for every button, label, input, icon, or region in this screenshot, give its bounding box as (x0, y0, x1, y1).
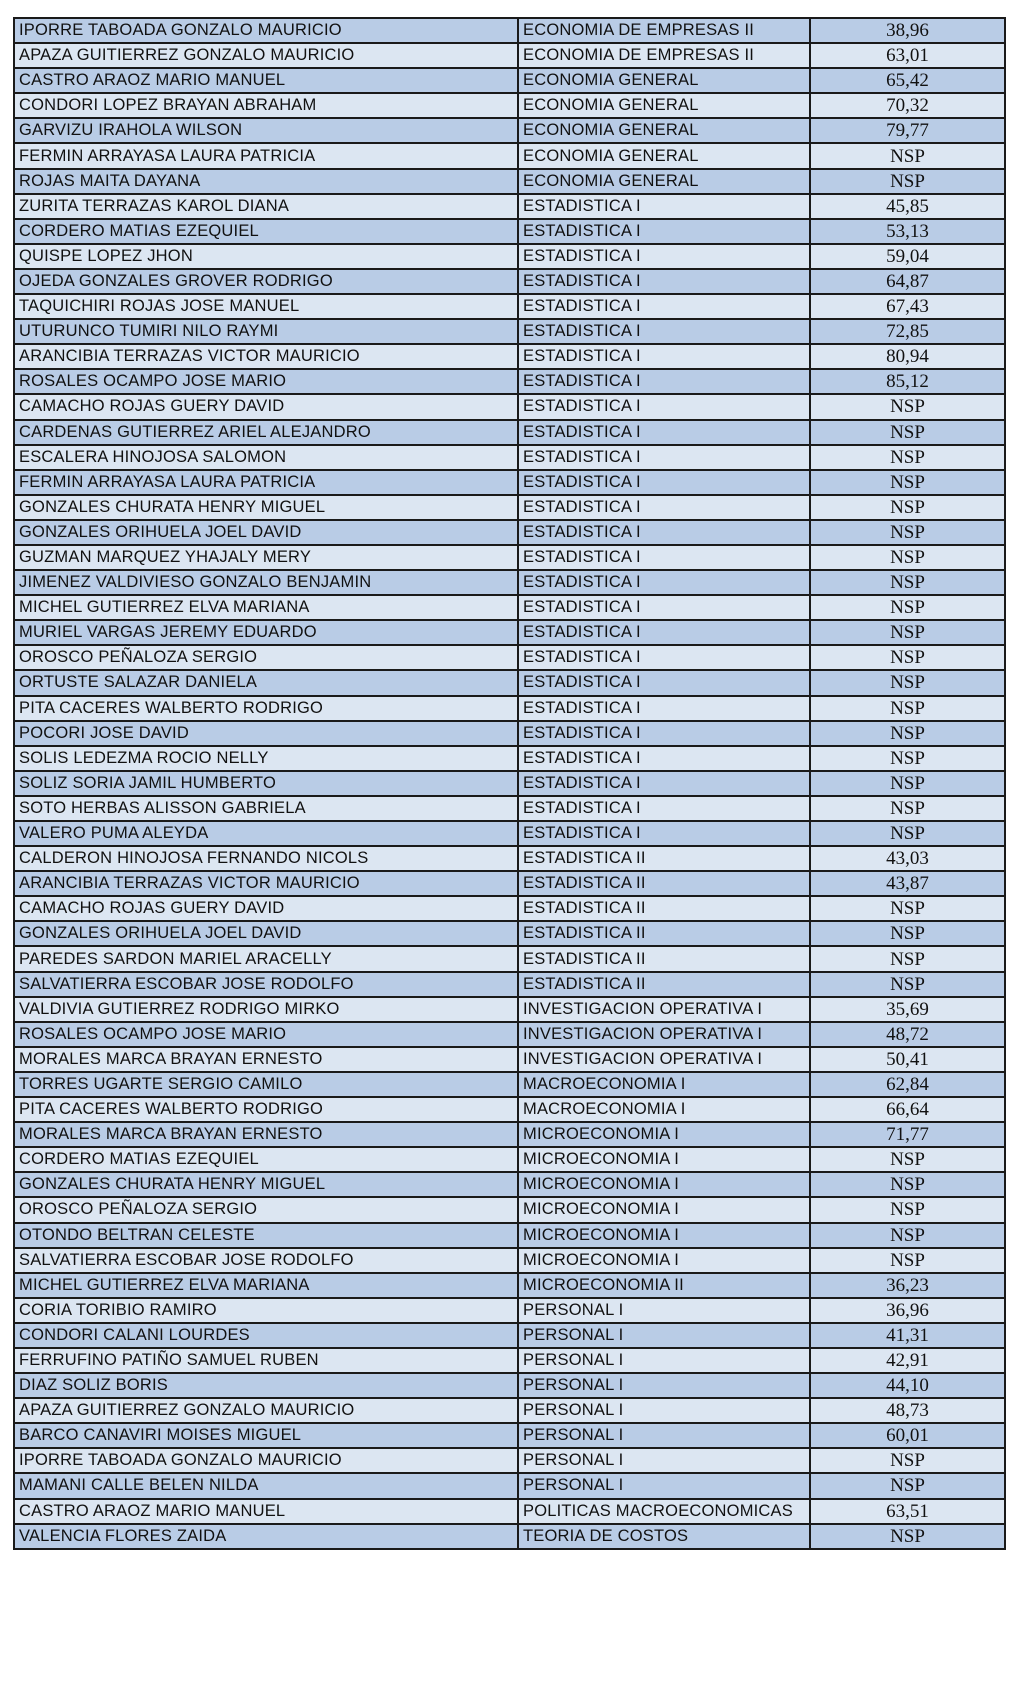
subject-cell: ESTADISTICA I (518, 420, 810, 445)
score-cell: 65,42 (810, 68, 1005, 93)
table-row (14, 319, 1005, 344)
subject-cell: ESTADISTICA I (518, 445, 810, 470)
table-row (14, 1348, 1005, 1373)
score-cell: NSP (810, 620, 1005, 645)
score-cell: NSP (810, 1197, 1005, 1222)
table-row (14, 1448, 1005, 1473)
table-row (14, 169, 1005, 194)
score-cell: NSP (810, 520, 1005, 545)
student-name-cell: PITA CACERES WALBERTO RODRIGO (14, 696, 518, 721)
table-row (14, 846, 1005, 871)
score-cell: 60,01 (810, 1423, 1005, 1448)
student-name-cell: MICHEL GUTIERREZ ELVA MARIANA (14, 1273, 518, 1298)
subject-cell: INVESTIGACION OPERATIVA I (518, 1047, 810, 1072)
student-name-cell: ROJAS MAITA DAYANA (14, 169, 518, 194)
student-name-cell: GONZALES ORIHUELA JOEL DAVID (14, 921, 518, 946)
subject-cell: PERSONAL I (518, 1298, 810, 1323)
score-cell: 44,10 (810, 1373, 1005, 1398)
score-cell: 48,73 (810, 1398, 1005, 1423)
subject-cell: ESTADISTICA I (518, 294, 810, 319)
table-row (14, 143, 1005, 168)
score-cell: NSP (810, 771, 1005, 796)
subject-cell: ESTADISTICA I (518, 545, 810, 570)
student-name-cell: GONZALES CHURATA HENRY MIGUEL (14, 495, 518, 520)
subject-cell: ECONOMIA GENERAL (518, 93, 810, 118)
table-row (14, 1248, 1005, 1273)
score-cell: NSP (810, 1473, 1005, 1498)
table-row (14, 1172, 1005, 1197)
student-name-cell: CALDERON HINOJOSA FERNANDO NICOLS (14, 846, 518, 871)
student-name-cell: CORDERO MATIAS EZEQUIEL (14, 219, 518, 244)
table-row (14, 43, 1005, 68)
score-cell: 43,03 (810, 846, 1005, 871)
subject-cell: ESTADISTICA I (518, 394, 810, 419)
table-row (14, 972, 1005, 997)
score-cell: 48,72 (810, 1022, 1005, 1047)
table-row (14, 344, 1005, 369)
score-cell: NSP (810, 946, 1005, 971)
student-name-cell: ZURITA TERRAZAS KAROL DIANA (14, 194, 518, 219)
score-cell: NSP (810, 796, 1005, 821)
score-cell: 38,96 (810, 18, 1005, 43)
subject-cell: PERSONAL I (518, 1373, 810, 1398)
student-name-cell: MAMANI CALLE BELEN NILDA (14, 1473, 518, 1498)
table-row (14, 1147, 1005, 1172)
table-row (14, 1273, 1005, 1298)
subject-cell: ESTADISTICA II (518, 946, 810, 971)
student-name-cell: VALERO PUMA ALEYDA (14, 821, 518, 846)
table-row (14, 1473, 1005, 1498)
table-row (14, 18, 1005, 43)
student-name-cell: CASTRO ARAOZ MARIO MANUEL (14, 1499, 518, 1524)
subject-cell: ESTADISTICA I (518, 670, 810, 695)
score-cell: NSP (810, 169, 1005, 194)
student-name-cell: OJEDA GONZALES GROVER RODRIGO (14, 269, 518, 294)
score-cell: NSP (810, 420, 1005, 445)
score-cell: NSP (810, 1524, 1005, 1549)
student-name-cell: MORALES MARCA BRAYAN ERNESTO (14, 1047, 518, 1072)
score-cell: 36,96 (810, 1298, 1005, 1323)
score-cell: 45,85 (810, 194, 1005, 219)
student-name-cell: IPORRE TABOADA GONZALO MAURICIO (14, 1448, 518, 1473)
student-name-cell: OROSCO PEÑALOZA SERGIO (14, 645, 518, 670)
score-cell: 59,04 (810, 244, 1005, 269)
table-row (14, 1398, 1005, 1423)
student-name-cell: CONDORI LOPEZ BRAYAN ABRAHAM (14, 93, 518, 118)
table-row (14, 1373, 1005, 1398)
student-name-cell: CORDERO MATIAS EZEQUIEL (14, 1147, 518, 1172)
subject-cell: ESTADISTICA II (518, 972, 810, 997)
table-row (14, 495, 1005, 520)
subject-cell: ECONOMIA DE EMPRESAS II (518, 43, 810, 68)
student-name-cell: FERMIN ARRAYASA LAURA PATRICIA (14, 143, 518, 168)
table-row (14, 1122, 1005, 1147)
table-row (14, 871, 1005, 896)
table-row (14, 570, 1005, 595)
student-name-cell: CONDORI CALANI LOURDES (14, 1323, 518, 1348)
score-cell: NSP (810, 746, 1005, 771)
table-row (14, 946, 1005, 971)
subject-cell: PERSONAL I (518, 1398, 810, 1423)
student-name-cell: APAZA GUITIERREZ GONZALO MAURICIO (14, 43, 518, 68)
subject-cell: MICROECONOMIA I (518, 1122, 810, 1147)
student-name-cell: GARVIZU IRAHOLA WILSON (14, 118, 518, 143)
table-row (14, 620, 1005, 645)
subject-cell: ESTADISTICA I (518, 620, 810, 645)
score-cell: NSP (810, 1248, 1005, 1273)
student-name-cell: FERMIN ARRAYASA LAURA PATRICIA (14, 470, 518, 495)
score-cell: 70,32 (810, 93, 1005, 118)
subject-cell: MICROECONOMIA I (518, 1223, 810, 1248)
student-name-cell: MICHEL GUTIERREZ ELVA MARIANA (14, 595, 518, 620)
subject-cell: ESTADISTICA I (518, 369, 810, 394)
student-name-cell: GUZMAN MARQUEZ YHAJALY MERY (14, 545, 518, 570)
score-cell: NSP (810, 545, 1005, 570)
student-name-cell: ARANCIBIA TERRAZAS VICTOR MAURICIO (14, 344, 518, 369)
subject-cell: MACROECONOMIA I (518, 1072, 810, 1097)
subject-cell: ESTADISTICA II (518, 871, 810, 896)
score-cell: NSP (810, 921, 1005, 946)
subject-cell: MICROECONOMIA I (518, 1197, 810, 1222)
score-cell: 67,43 (810, 294, 1005, 319)
table-row (14, 921, 1005, 946)
student-name-cell: OTONDO BELTRAN CELESTE (14, 1223, 518, 1248)
table-row (14, 746, 1005, 771)
subject-cell: ESTADISTICA I (518, 595, 810, 620)
student-name-cell: UTURUNCO TUMIRI NILO RAYMI (14, 319, 518, 344)
score-cell: 71,77 (810, 1122, 1005, 1147)
table-row (14, 369, 1005, 394)
table-row (14, 445, 1005, 470)
subject-cell: ESTADISTICA I (518, 746, 810, 771)
subject-cell: ESTADISTICA I (518, 645, 810, 670)
student-name-cell: VALDIVIA GUTIERREZ RODRIGO MIRKO (14, 997, 518, 1022)
table-row (14, 420, 1005, 445)
subject-cell: ECONOMIA GENERAL (518, 118, 810, 143)
table-row (14, 470, 1005, 495)
student-name-cell: TORRES UGARTE SERGIO CAMILO (14, 1072, 518, 1097)
table-row (14, 93, 1005, 118)
table-row (14, 1423, 1005, 1448)
score-cell: 53,13 (810, 219, 1005, 244)
table-row (14, 269, 1005, 294)
score-cell: 80,94 (810, 344, 1005, 369)
score-cell: 72,85 (810, 319, 1005, 344)
score-cell: 64,87 (810, 269, 1005, 294)
subject-cell: ESTADISTICA I (518, 696, 810, 721)
score-cell: NSP (810, 595, 1005, 620)
table-row (14, 394, 1005, 419)
table-row (14, 194, 1005, 219)
score-cell: 43,87 (810, 871, 1005, 896)
score-cell: NSP (810, 645, 1005, 670)
student-name-cell: BARCO CANAVIRI MOISES MIGUEL (14, 1423, 518, 1448)
student-name-cell: SALVATIERRA ESCOBAR JOSE RODOLFO (14, 1248, 518, 1273)
subject-cell: PERSONAL I (518, 1473, 810, 1498)
student-name-cell: POCORI JOSE DAVID (14, 721, 518, 746)
subject-cell: ESTADISTICA I (518, 771, 810, 796)
subject-cell: MICROECONOMIA I (518, 1147, 810, 1172)
subject-cell: ESTADISTICA I (518, 194, 810, 219)
subject-cell: ESTADISTICA I (518, 721, 810, 746)
table-row (14, 1524, 1005, 1549)
score-cell: 42,91 (810, 1348, 1005, 1373)
student-name-cell: SOTO HERBAS ALISSON GABRIELA (14, 796, 518, 821)
table-row (14, 294, 1005, 319)
subject-cell: MICROECONOMIA I (518, 1248, 810, 1273)
table-row (14, 520, 1005, 545)
subject-cell: ECONOMIA DE EMPRESAS II (518, 18, 810, 43)
subject-cell: ECONOMIA GENERAL (518, 143, 810, 168)
subject-cell: ECONOMIA GENERAL (518, 68, 810, 93)
subject-cell: ESTADISTICA II (518, 896, 810, 921)
subject-cell: PERSONAL I (518, 1448, 810, 1473)
table-row (14, 896, 1005, 921)
score-cell: 50,41 (810, 1047, 1005, 1072)
score-cell: NSP (810, 821, 1005, 846)
table-row (14, 1223, 1005, 1248)
student-name-cell: ORTUSTE SALAZAR DANIELA (14, 670, 518, 695)
grades-table-body (14, 18, 1005, 1549)
subject-cell: POLITICAS MACROECONOMICAS (518, 1499, 810, 1524)
score-cell: 41,31 (810, 1323, 1005, 1348)
score-cell: NSP (810, 470, 1005, 495)
subject-cell: ESTADISTICA I (518, 219, 810, 244)
score-cell: 36,23 (810, 1273, 1005, 1298)
table-row (14, 1197, 1005, 1222)
table-row (14, 670, 1005, 695)
table-row (14, 771, 1005, 796)
score-cell: NSP (810, 972, 1005, 997)
subject-cell: ESTADISTICA I (518, 796, 810, 821)
student-name-cell: CAMACHO ROJAS GUERY DAVID (14, 896, 518, 921)
score-cell: NSP (810, 394, 1005, 419)
subject-cell: ESTADISTICA II (518, 921, 810, 946)
table-row (14, 68, 1005, 93)
student-name-cell: ESCALERA HINOJOSA SALOMON (14, 445, 518, 470)
score-cell: NSP (810, 696, 1005, 721)
student-name-cell: CAMACHO ROJAS GUERY DAVID (14, 394, 518, 419)
table-row (14, 1022, 1005, 1047)
subject-cell: ESTADISTICA I (518, 570, 810, 595)
student-name-cell: APAZA GUITIERREZ GONZALO MAURICIO (14, 1398, 518, 1423)
score-cell: NSP (810, 721, 1005, 746)
subject-cell: ESTADISTICA I (518, 821, 810, 846)
subject-cell: ESTADISTICA I (518, 269, 810, 294)
subject-cell: ESTADISTICA I (518, 344, 810, 369)
table-row (14, 821, 1005, 846)
student-name-cell: ROSALES OCAMPO JOSE MARIO (14, 369, 518, 394)
score-cell: NSP (810, 445, 1005, 470)
table-row (14, 796, 1005, 821)
table-row (14, 721, 1005, 746)
subject-cell: PERSONAL I (518, 1323, 810, 1348)
subject-cell: ESTADISTICA I (518, 495, 810, 520)
student-name-cell: GONZALES CHURATA HENRY MIGUEL (14, 1172, 518, 1197)
subject-cell: ECONOMIA GENERAL (518, 169, 810, 194)
score-cell: NSP (810, 143, 1005, 168)
table-row (14, 1047, 1005, 1072)
student-name-cell: DIAZ SOLIZ BORIS (14, 1373, 518, 1398)
subject-cell: ESTADISTICA I (518, 319, 810, 344)
student-name-cell: SOLIZ SORIA JAMIL HUMBERTO (14, 771, 518, 796)
subject-cell: ESTADISTICA I (518, 244, 810, 269)
subject-cell: PERSONAL I (518, 1348, 810, 1373)
student-name-cell: PITA CACERES WALBERTO RODRIGO (14, 1097, 518, 1122)
student-name-cell: GONZALES ORIHUELA JOEL DAVID (14, 520, 518, 545)
subject-cell: ESTADISTICA I (518, 470, 810, 495)
student-name-cell: CORIA TORIBIO RAMIRO (14, 1298, 518, 1323)
student-name-cell: SALVATIERRA ESCOBAR JOSE RODOLFO (14, 972, 518, 997)
score-cell: NSP (810, 670, 1005, 695)
grades-table (13, 17, 1006, 1550)
subject-cell: MICROECONOMIA I (518, 1172, 810, 1197)
table-row (14, 219, 1005, 244)
student-name-cell: ARANCIBIA TERRAZAS VICTOR MAURICIO (14, 871, 518, 896)
student-name-cell: IPORRE TABOADA GONZALO MAURICIO (14, 18, 518, 43)
table-row (14, 997, 1005, 1022)
table-row (14, 645, 1005, 670)
score-cell: NSP (810, 570, 1005, 595)
student-name-cell: JIMENEZ VALDIVIESO GONZALO BENJAMIN (14, 570, 518, 595)
student-name-cell: QUISPE LOPEZ JHON (14, 244, 518, 269)
table-row (14, 1097, 1005, 1122)
table-row (14, 545, 1005, 570)
score-cell: 35,69 (810, 997, 1005, 1022)
score-cell: NSP (810, 896, 1005, 921)
student-name-cell: OROSCO PEÑALOZA SERGIO (14, 1197, 518, 1222)
table-row (14, 1072, 1005, 1097)
subject-cell: MACROECONOMIA I (518, 1097, 810, 1122)
subject-cell: ESTADISTICA I (518, 520, 810, 545)
student-name-cell: TAQUICHIRI ROJAS JOSE MANUEL (14, 294, 518, 319)
student-name-cell: VALENCIA FLORES ZAIDA (14, 1524, 518, 1549)
score-cell: NSP (810, 1223, 1005, 1248)
student-name-cell: CASTRO ARAOZ MARIO MANUEL (14, 68, 518, 93)
score-cell: 79,77 (810, 118, 1005, 143)
subject-cell: PERSONAL I (518, 1423, 810, 1448)
score-cell: 85,12 (810, 369, 1005, 394)
table-row (14, 1323, 1005, 1348)
score-cell: NSP (810, 1172, 1005, 1197)
student-name-cell: MURIEL VARGAS JEREMY EDUARDO (14, 620, 518, 645)
score-cell: 62,84 (810, 1072, 1005, 1097)
subject-cell: INVESTIGACION OPERATIVA I (518, 1022, 810, 1047)
table-row (14, 696, 1005, 721)
subject-cell: ESTADISTICA II (518, 846, 810, 871)
table-row (14, 1298, 1005, 1323)
score-cell: 66,64 (810, 1097, 1005, 1122)
table-row (14, 244, 1005, 269)
table-row (14, 118, 1005, 143)
score-cell: NSP (810, 1147, 1005, 1172)
table-row (14, 1499, 1005, 1524)
student-name-cell: ROSALES OCAMPO JOSE MARIO (14, 1022, 518, 1047)
score-cell: NSP (810, 1448, 1005, 1473)
score-cell: 63,01 (810, 43, 1005, 68)
subject-cell: INVESTIGACION OPERATIVA I (518, 997, 810, 1022)
student-name-cell: SOLIS LEDEZMA ROCIO NELLY (14, 746, 518, 771)
student-name-cell: MORALES MARCA BRAYAN ERNESTO (14, 1122, 518, 1147)
table-row (14, 595, 1005, 620)
student-name-cell: FERRUFINO PATIÑO SAMUEL RUBEN (14, 1348, 518, 1373)
score-cell: 63,51 (810, 1499, 1005, 1524)
score-cell: NSP (810, 495, 1005, 520)
subject-cell: MICROECONOMIA II (518, 1273, 810, 1298)
student-name-cell: PAREDES SARDON MARIEL ARACELLY (14, 946, 518, 971)
subject-cell: TEORIA DE COSTOS (518, 1524, 810, 1549)
student-name-cell: CARDENAS GUTIERREZ ARIEL ALEJANDRO (14, 420, 518, 445)
